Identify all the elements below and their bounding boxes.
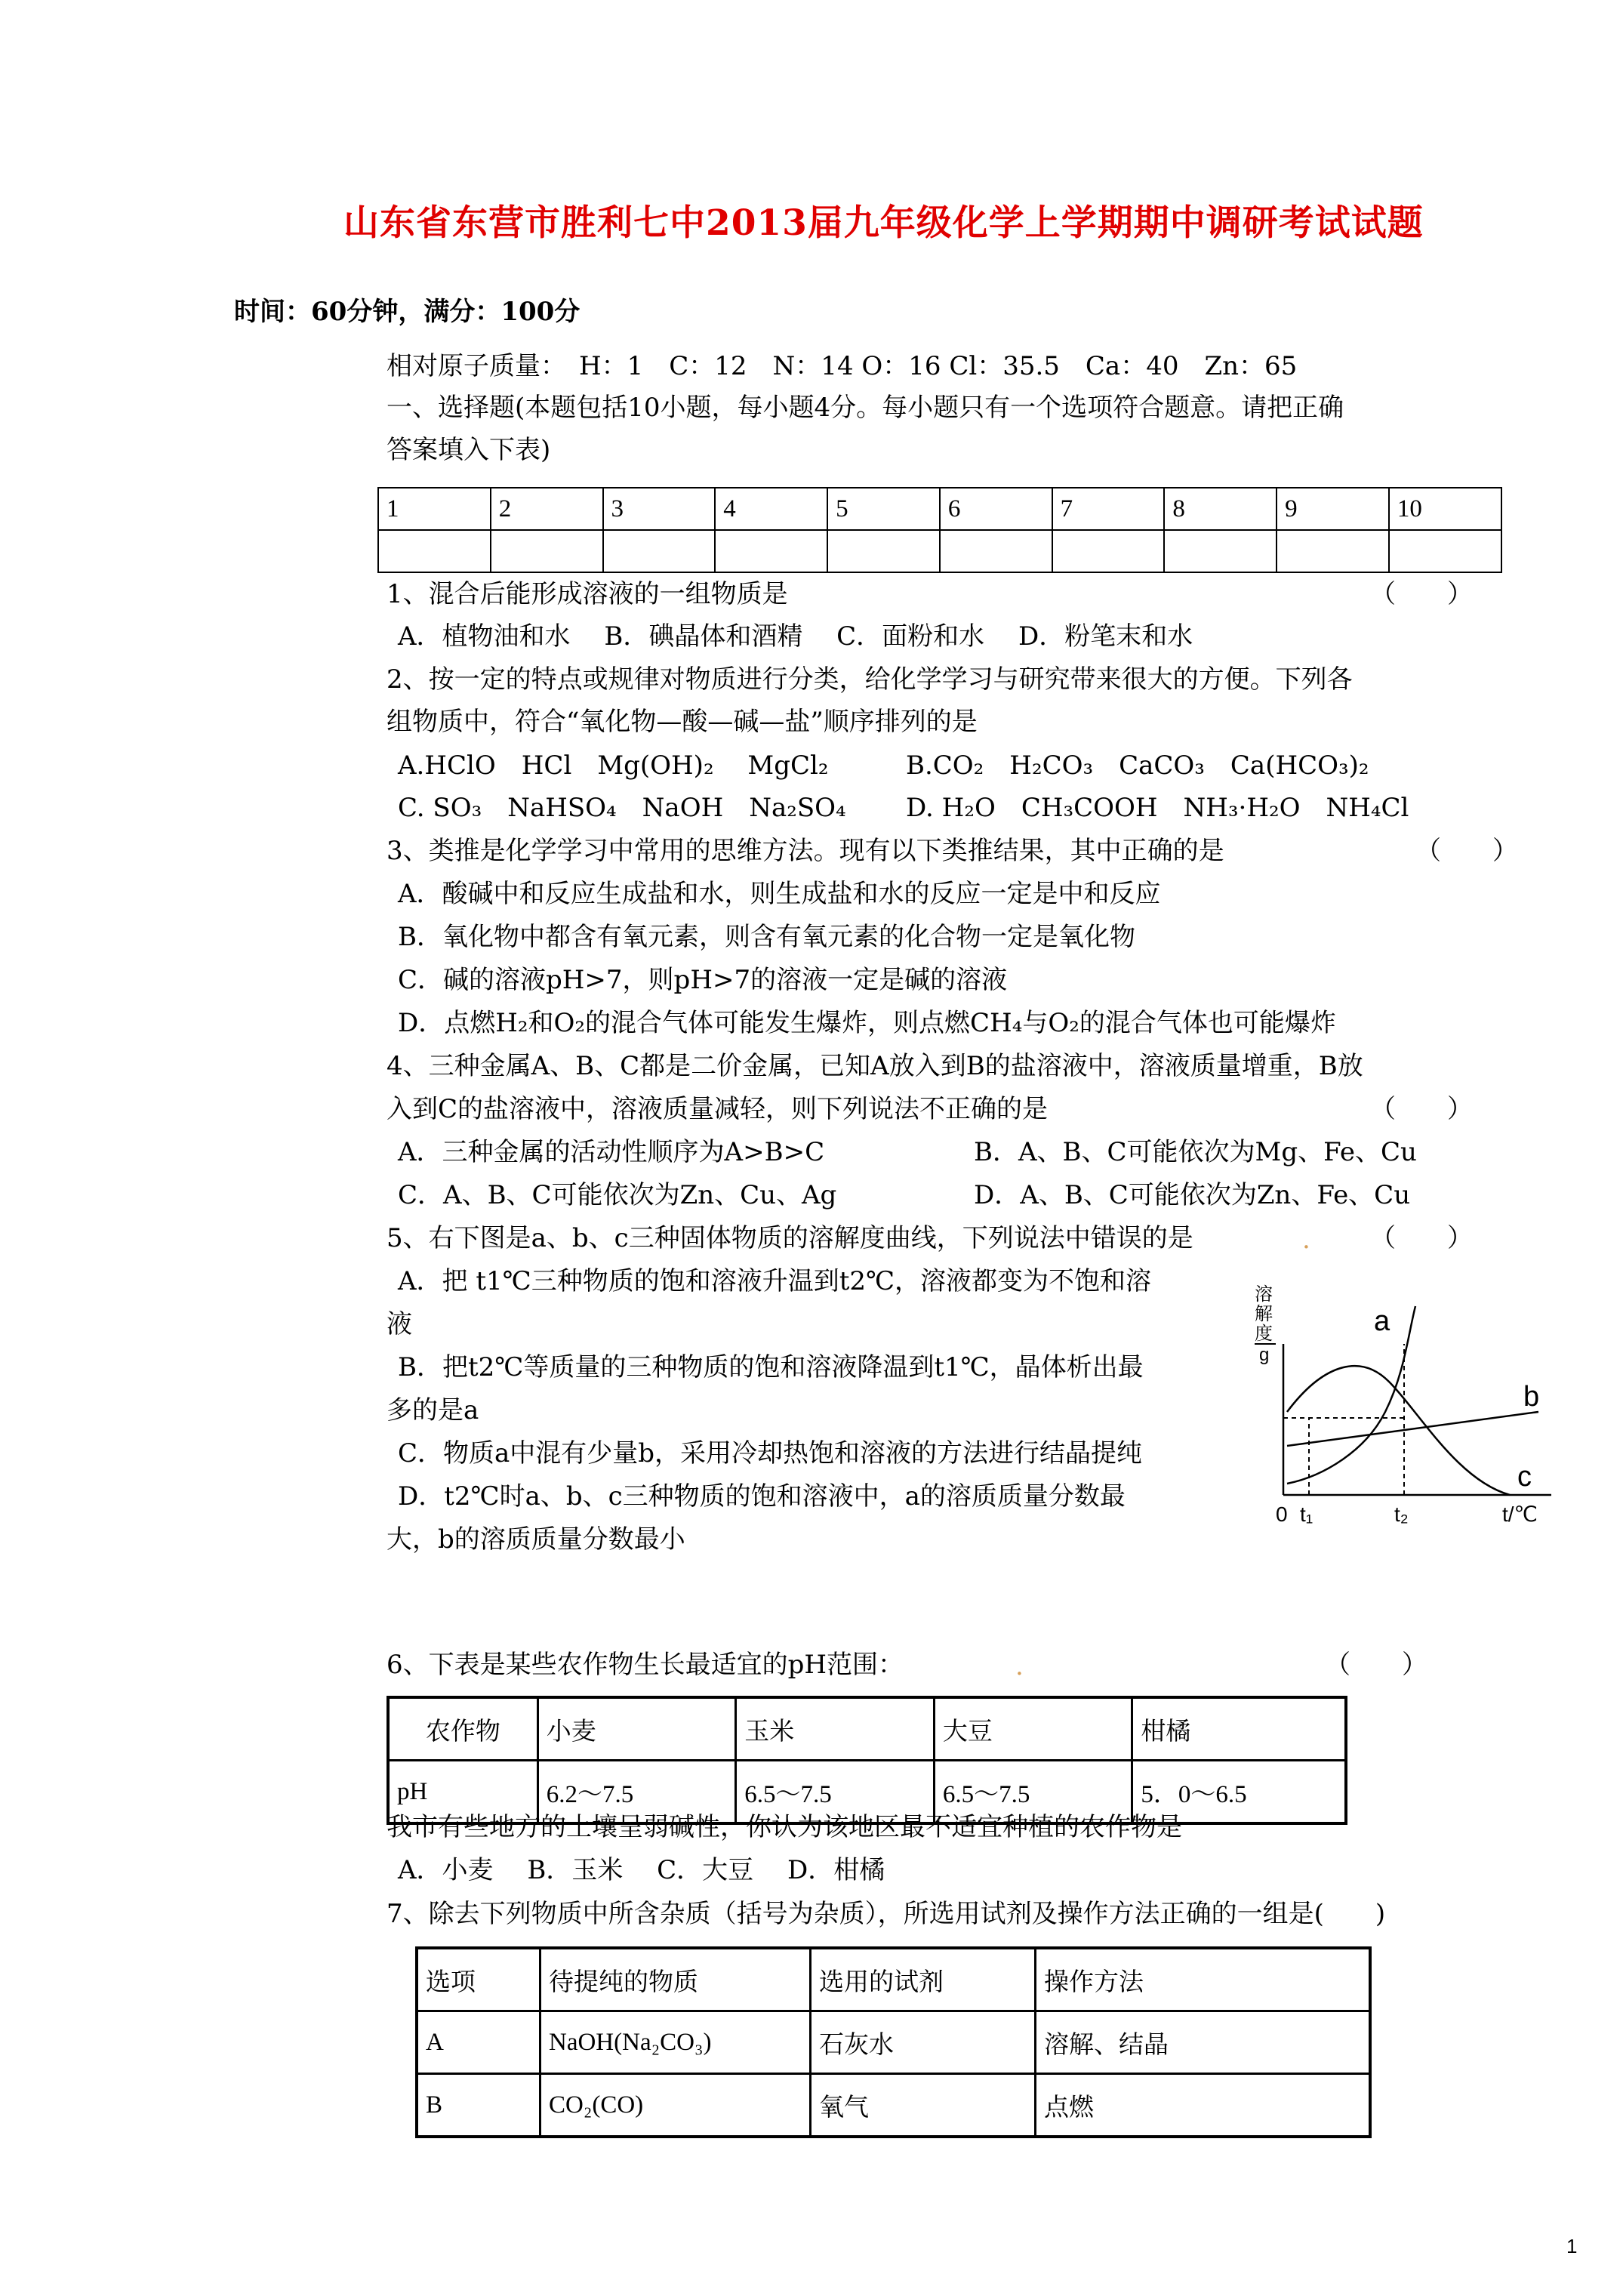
ph-table-cell: 6.5～7.5: [736, 1761, 935, 1824]
q4-option-d: D．A、B、C可能依次为Zn、Fe、Cu: [974, 1180, 1411, 1210]
purification-table-cell: 氧气: [811, 2074, 1036, 2137]
q6-stem: 6、下表是某些农作物生长最适宜的pH范围：: [387, 1650, 904, 1680]
ph-table-cell: 6.5～7.5: [934, 1761, 1132, 1824]
answer-col-header: 1: [378, 488, 491, 530]
answer-cell[interactable]: [1277, 530, 1389, 572]
q6-options: A．小麦 B．玉米 C．大豆 D．柑橘: [398, 1855, 885, 1885]
purification-table-cell: 石灰水: [811, 2011, 1036, 2074]
purification-table-cell: CO₂(CO): [540, 2074, 811, 2137]
q5-option-a-line2: 液: [387, 1309, 412, 1339]
answer-col-header: 2: [491, 488, 603, 530]
q4-option-c: C．A、B、C可能依次为Zn、Cu、Ag: [398, 1180, 837, 1210]
answer-cell[interactable]: [940, 530, 1052, 572]
q5-option-a-line1: A．把 t1℃三种物质的饱和溶液升温到t2℃，溶液都变为不饱和溶: [398, 1266, 1152, 1296]
q3-paren: （ ）: [1415, 836, 1518, 866]
ph-table-row: [388, 1697, 1346, 1761]
answer-table-blank-row: [378, 530, 1501, 572]
q4-option-a: A．三种金属的活动性顺序为A>B>C: [398, 1137, 825, 1167]
answer-col-header: 7: [1052, 488, 1165, 530]
q1-options: A．植物油和水 B．碘晶体和酒精 C．面粉和水 D．粉笔末和水: [398, 621, 1193, 652]
q4-paren: （ ）: [1370, 1094, 1473, 1124]
x-axis-label: t/℃: [1502, 1502, 1538, 1526]
ph-table-cell: 小麦: [537, 1697, 736, 1761]
document-title: 山东省东营市胜利七中2013届九年级化学上学期期中调研考试试题: [343, 202, 1424, 244]
answer-cell[interactable]: [1052, 530, 1165, 572]
ylabel-char: g: [1259, 1345, 1270, 1365]
q2-option-a: A.HClO HCl Mg(OH)₂ MgCl₂: [398, 750, 829, 781]
purification-table-cell: 选用的试剂: [811, 1948, 1036, 2011]
answer-col-header: 4: [715, 488, 827, 530]
ph-table-cell: pH: [388, 1761, 537, 1824]
ylabel-char: 溶: [1255, 1284, 1273, 1305]
section1-line1: 一、选择题(本题包括10小题，每小题4分。每小题只有一个选项符合题意。请把正确: [387, 393, 1344, 423]
purification-table-cell: B: [417, 2074, 540, 2137]
answer-table: [377, 487, 1502, 573]
q5-option-d-line2: 大，b的溶质质量分数最小: [387, 1524, 685, 1555]
ph-table-cell: 柑橘: [1132, 1697, 1346, 1761]
q5-stem: 5、右下图是a、b、c三种固体物质的溶解度曲线，下列说法中错误的是: [387, 1223, 1193, 1253]
q4-option-b: B．A、B、C可能依次为Mg、Fe、Cu: [974, 1137, 1417, 1167]
purification-table-row: [417, 2074, 1370, 2137]
answer-cell[interactable]: [491, 530, 603, 572]
purification-table-cell: A: [417, 2011, 540, 2074]
ph-table-cell: 6.2～7.5: [537, 1761, 736, 1824]
purification-table-row: [417, 2011, 1370, 2074]
answer-col-header: 6: [940, 488, 1052, 530]
purification-table-cell: 选项: [417, 1948, 540, 2011]
atomic-mass-line: 相对原子质量： H：1 C：12 N：14 O：16 Cl：35.5 Ca：40 Zn：65: [387, 351, 1298, 381]
purification-table: [415, 1946, 1372, 2138]
q3-stem: 3、类推是化学学习中常用的思维方法。现有以下类推结果，其中正确的是: [387, 836, 1224, 866]
q2-stem2: 组物质中，符合“氧化物—酸—碱—盐”顺序排列的是: [387, 707, 978, 737]
q6-dot-mark: .: [1015, 1651, 1024, 1681]
purification-table-header: [417, 1948, 1370, 2011]
q2-stem1: 2、按一定的特点或规律对物质进行分类，给化学学习与研究带来很大的方便。下列各: [387, 664, 1353, 695]
q5-option-d-line1: D．t2℃时a、b、c三种物质的饱和溶液中，a的溶质质量分数最: [398, 1481, 1126, 1512]
ylabel-char: 度: [1255, 1324, 1273, 1344]
purification-table-cell: 待提纯的物质: [540, 1948, 811, 2011]
curve-b: [1287, 1412, 1538, 1446]
page-number: 1: [1566, 2235, 1578, 2257]
answer-cell[interactable]: [715, 530, 827, 572]
answer-col-header: 3: [603, 488, 716, 530]
curve-a-label: a: [1374, 1305, 1390, 1337]
curve-b-label: b: [1523, 1381, 1540, 1413]
ylabel-char: 解: [1255, 1304, 1273, 1324]
q5-dot-mark: .: [1302, 1225, 1310, 1255]
t1-label: t₁: [1300, 1502, 1313, 1526]
solubility-curve-figure: [1253, 1276, 1555, 1533]
time-info: 时间：60分钟，满分：100分: [234, 297, 581, 327]
q6-paren: （ ）: [1325, 1650, 1427, 1680]
answer-table-header-row: [378, 488, 1501, 530]
purification-table-cell: 点燃: [1036, 2074, 1371, 2137]
answer-col-header: 5: [827, 488, 940, 530]
q3-option-c: C．碱的溶液pH>7，则pH>7的溶液一定是碱的溶液: [398, 965, 1008, 995]
answer-cell[interactable]: [603, 530, 716, 572]
answer-cell[interactable]: [827, 530, 940, 572]
q1-stem: 1、混合后能形成溶液的一组物质是: [387, 579, 788, 609]
section1-line2: 答案填入下表): [387, 435, 551, 465]
q5-option-b-line2: 多的是a: [387, 1395, 479, 1425]
q2-option-b: B.CO₂ H₂CO₃ CaCO₃ Ca(HCO₃)₂: [906, 750, 1369, 781]
origin-label: 0: [1276, 1502, 1288, 1526]
answer-col-header: 8: [1164, 488, 1277, 530]
answer-col-header: 10: [1389, 488, 1501, 530]
q4-stem2: 入到C的盐溶液中，溶液质量减轻，则下列说法不正确的是: [387, 1094, 1049, 1124]
answer-cell[interactable]: [378, 530, 491, 572]
q6-question: 我市有些地方的土壤呈弱碱性，你认为该地区最不适宜种植的农作物是: [387, 1812, 1182, 1842]
ph-table-cell: 农作物: [388, 1697, 537, 1761]
curve-c-label: c: [1517, 1461, 1532, 1493]
answer-cell[interactable]: [1389, 530, 1501, 572]
q2-option-c: C. SO₃ NaHSO₄ NaOH Na₂SO₄: [398, 793, 846, 823]
t2-label: t₂: [1394, 1502, 1409, 1526]
curve-a: [1287, 1306, 1415, 1484]
purification-table-cell: 操作方法: [1036, 1948, 1371, 2011]
answer-col-header: 9: [1277, 488, 1389, 530]
q4-stem1: 4、三种金属A、B、C都是二价金属，已知A放入到B的盐溶液中，溶液质量增重，B放: [387, 1051, 1363, 1081]
answer-cell[interactable]: [1164, 530, 1277, 572]
ph-table-cell: 5．0～6.5: [1132, 1761, 1346, 1824]
ph-table: [387, 1696, 1347, 1825]
q2-option-d: D. H₂O CH₃COOH NH₃·H₂O NH₄Cl: [906, 793, 1409, 823]
q5-option-b-line1: B．把t2℃等质量的三种物质的饱和溶液降温到t1℃，晶体析出最: [398, 1352, 1144, 1382]
ph-table-cell: 玉米: [736, 1697, 935, 1761]
q5-paren: （ ）: [1370, 1223, 1473, 1253]
q5-option-c: C．物质a中混有少量b，采用冷却热饱和溶液的方法进行结晶提纯: [398, 1438, 1143, 1469]
q1-paren: （ ）: [1370, 579, 1473, 609]
q7-stem: 7、除去下列物质中所含杂质（括号为杂质），所选用试剂及操作方法正确的一组是( ): [387, 1899, 1386, 1929]
q3-option-d: D．点燃H₂和O₂的混合气体可能发生爆炸，则点燃CH₄与O₂的混合气体也可能爆炸: [398, 1008, 1336, 1038]
ph-table-cell: 大豆: [934, 1697, 1132, 1761]
purification-table-cell: NaOH(Na₂CO₃): [540, 2011, 811, 2074]
q3-option-b: B．氧化物中都含有氧元素，则含有氧元素的化合物一定是氧化物: [398, 922, 1135, 952]
q3-option-a: A．酸碱中和反应生成盐和水，则生成盐和水的反应一定是中和反应: [398, 879, 1161, 909]
purification-table-cell: 溶解、结晶: [1036, 2011, 1371, 2074]
